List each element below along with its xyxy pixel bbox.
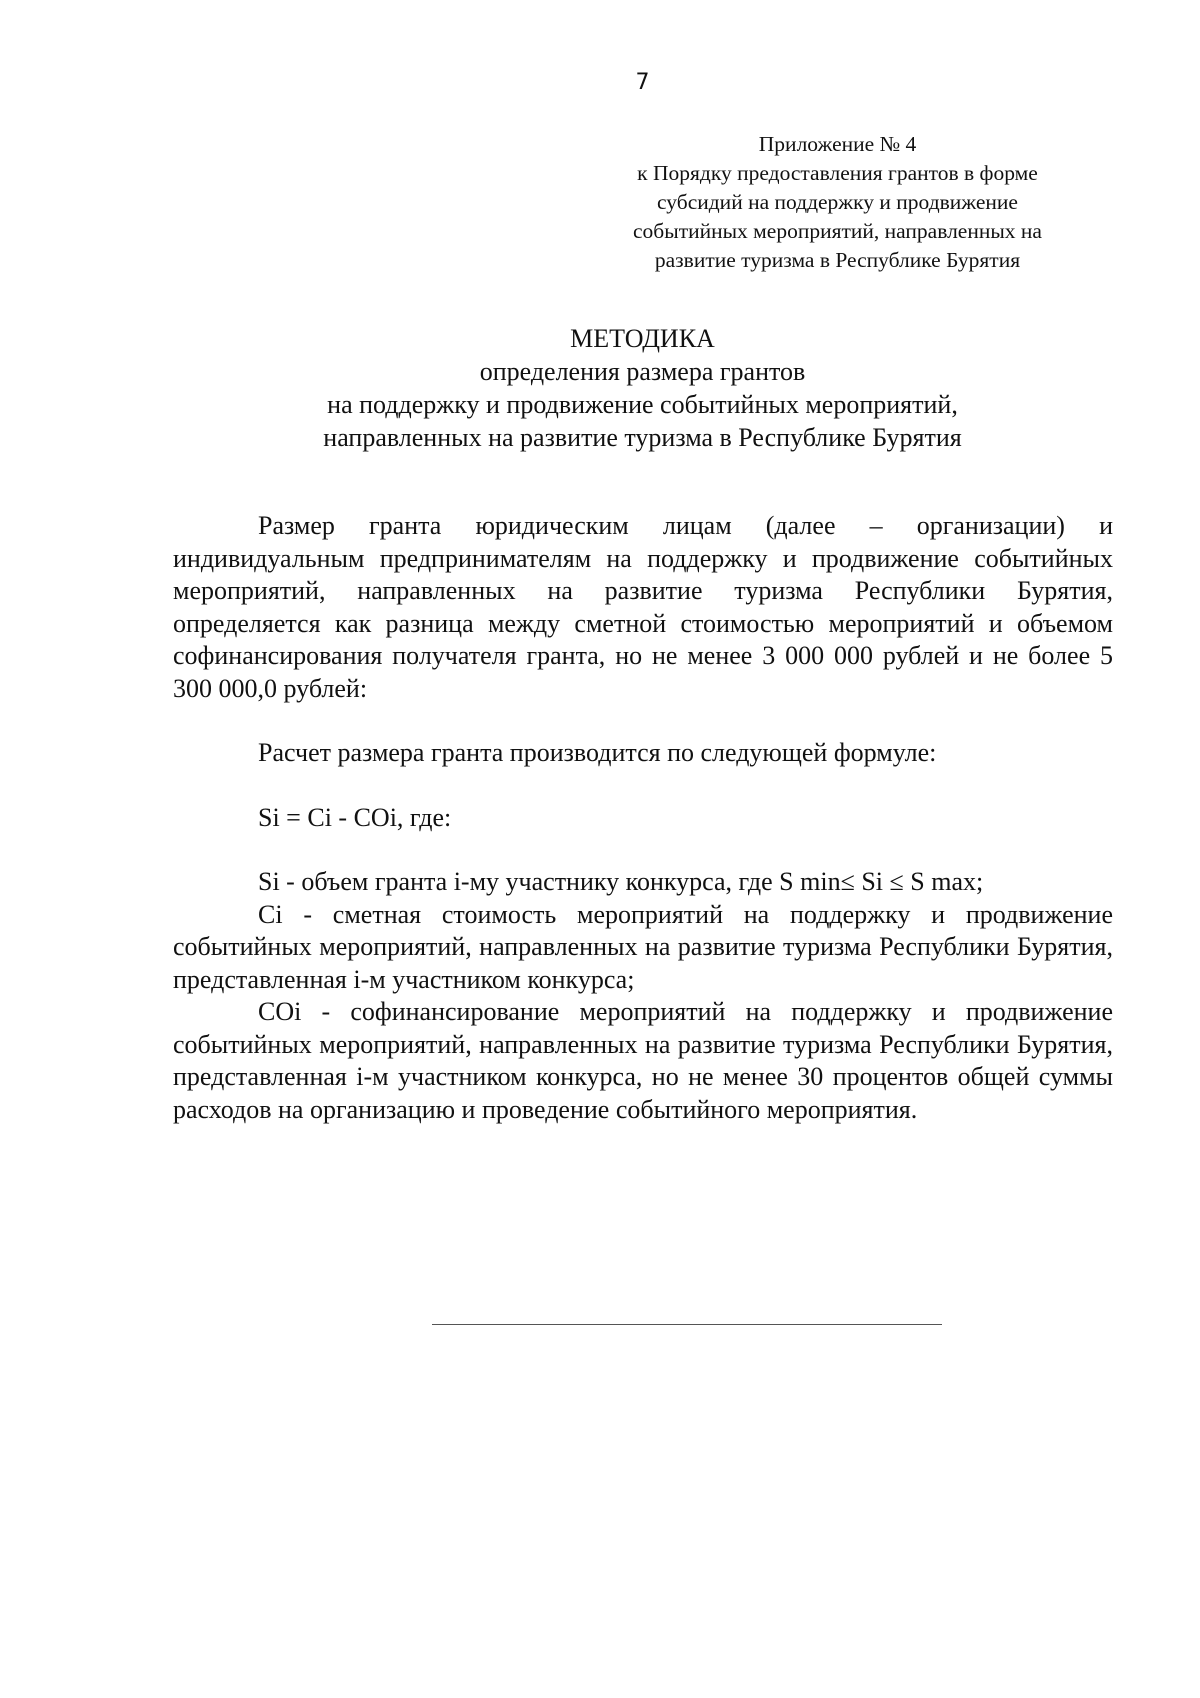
paragraph-ci-definition: Ci - сметная стоимость мероприятий на поддержку и продвижение событийных мероприятий, направленных на развитие туризма Республики Бурятия, представленная i-м участником конкурса; xyxy=(173,899,1113,994)
title-line-1: определения размера грантов xyxy=(479,357,806,386)
paragraph-grant-size: Размер гранта юридическим лицам (далее – организации) и индивидуальным предпринимателям на поддержку и продвижение событийных мероприятий, направленных на развитие туризма Республики Бурятия, определяется как разница между сметной стоимостью мероприятий и объемом софинансирования получателя гранта, но не менее 3 000 000 рублей и не более 5 300 000,0 рублей: xyxy=(173,511,1113,703)
paragraph-si-definition: Si - объем гранта i-му участнику конкурса, где S min≤ Si ≤ S max; xyxy=(258,867,984,896)
paragraph-formula-intro: Расчет размера гранта производится по следующей формуле: xyxy=(258,738,937,767)
appendix-line-2: к Порядку предоставления грантов в форме xyxy=(637,161,1038,185)
document-title: МЕТОДИКА xyxy=(570,324,715,353)
document-body xyxy=(173,510,1113,1126)
paragraph-formula: Si = Ci - COi, где: xyxy=(258,802,452,832)
end-divider xyxy=(432,1324,942,1325)
title-line-3: направленных на развитие туризма в Республике Бурятия xyxy=(323,423,962,452)
appendix-header xyxy=(600,130,1075,275)
document-title-block xyxy=(170,322,1115,454)
title-line-2: на поддержку и продвижение событийных мероприятий, xyxy=(327,390,958,419)
page-number: 7 xyxy=(635,70,650,95)
paragraph-coi-definition: COi - софинансирование мероприятий на поддержку и продвижение событийных мероприятий, направленных на развитие туризма Республики Бурятия, представленная i-м участником конкурса, но не менее 30 процентов общей суммы расходов на организацию и проведение событийного мероприятия. xyxy=(173,997,1113,1124)
appendix-line-5: развитие туризма в Республике Бурятия xyxy=(654,248,1021,272)
appendix-line-4: событийных мероприятий, направленных на xyxy=(633,219,1042,243)
appendix-line-1: Приложение № 4 xyxy=(758,132,917,156)
appendix-line-3: субсидий на поддержку и продвижение xyxy=(657,190,1018,214)
